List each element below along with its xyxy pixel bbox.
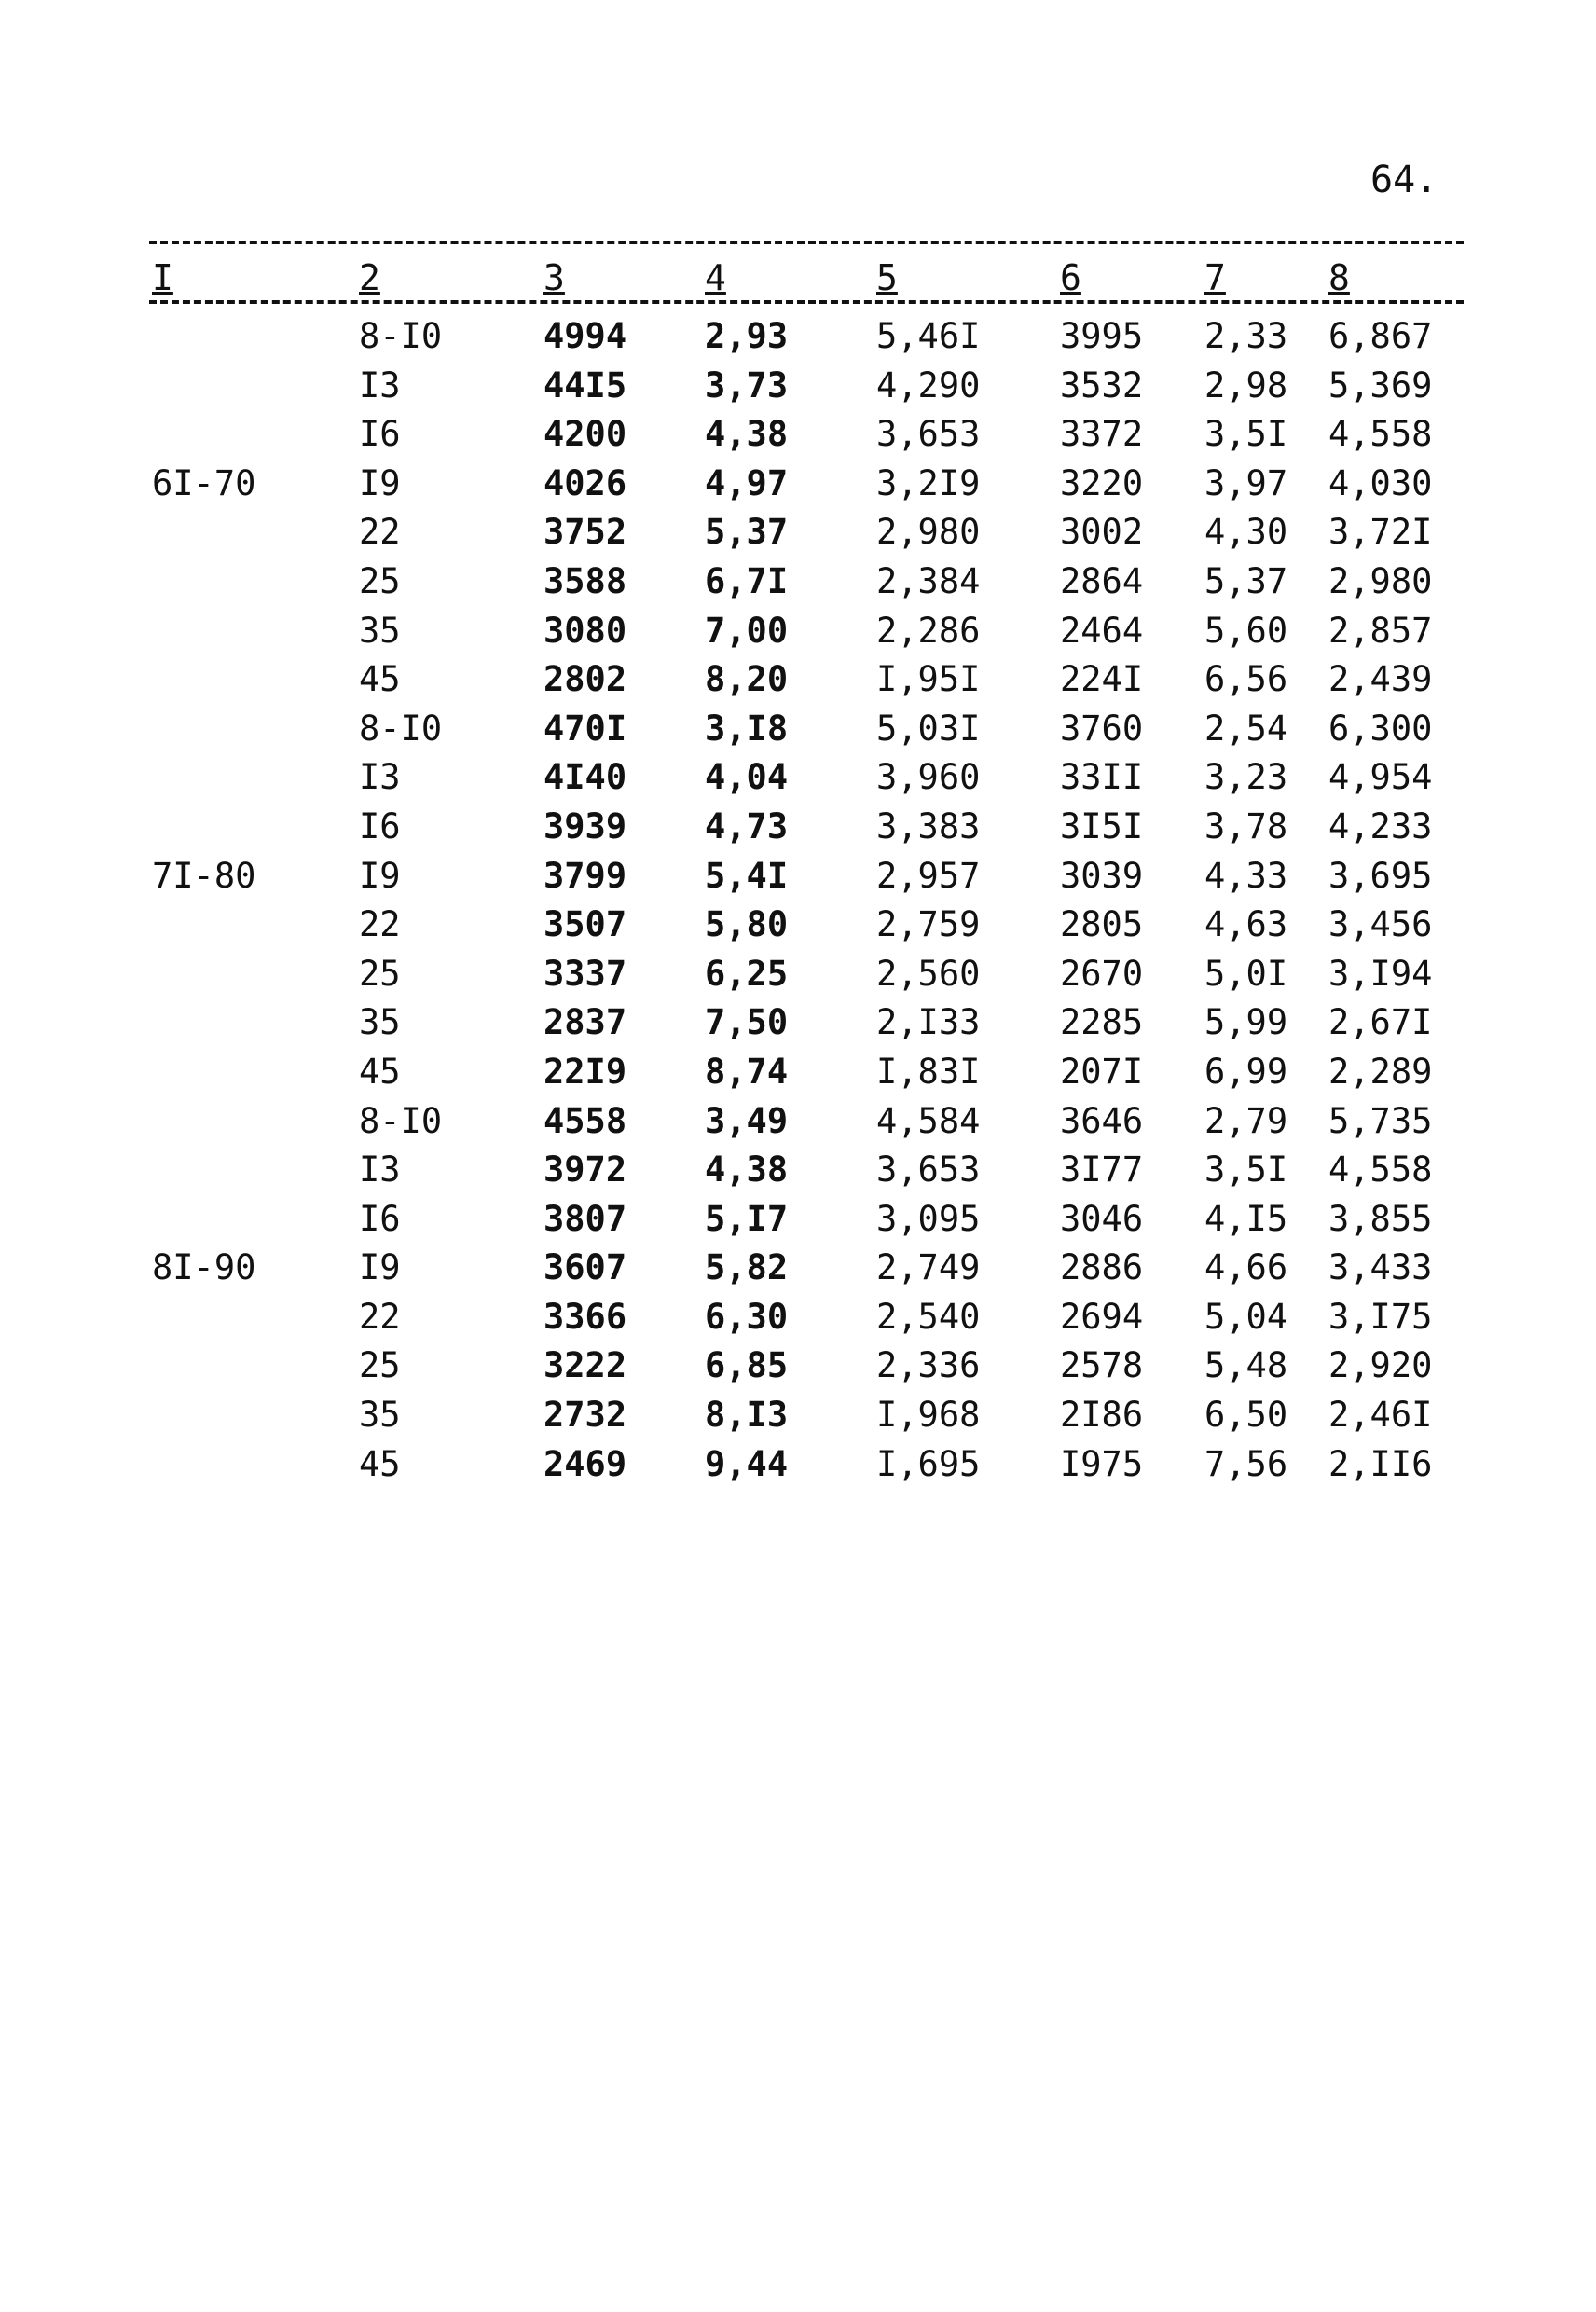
col-4-value: 6,30	[705, 1296, 789, 1337]
subgroup: 25	[359, 1345, 401, 1386]
col-4-value: 4,73	[705, 805, 789, 846]
col-7-value: 3,23	[1204, 757, 1288, 798]
col-6-value: 2886	[1060, 1247, 1144, 1288]
col-5-value: 5,03I	[876, 708, 981, 749]
col-6-value: 2694	[1060, 1296, 1144, 1337]
col-7-value: 4,30	[1204, 512, 1288, 553]
col-4-value: 5,37	[705, 512, 789, 553]
col-5-value: 4,290	[876, 365, 981, 406]
table-row	[0, 556, 1596, 605]
col-5-value: I,695	[876, 1443, 981, 1484]
header-col-5: 5	[876, 257, 898, 298]
table-row	[0, 654, 1596, 703]
col-5-value: I,95I	[876, 659, 981, 700]
col-3-value: 2469	[543, 1443, 627, 1484]
col-8-value: 3,I94	[1328, 953, 1433, 994]
col-8-value: 3,72I	[1328, 512, 1433, 553]
col-8-value: 2,857	[1328, 610, 1433, 651]
col-7-value: 5,48	[1204, 1345, 1288, 1386]
col-5-value: I,83I	[876, 1051, 981, 1092]
col-8-value: 4,233	[1328, 805, 1433, 846]
col-5-value: 5,46I	[876, 316, 981, 356]
col-6-value: 3I5I	[1060, 805, 1144, 846]
table-row	[0, 360, 1596, 409]
col-7-value: 2,33	[1204, 316, 1288, 356]
col-3-value: 4I40	[543, 757, 627, 798]
col-4-value: 3,49	[705, 1100, 789, 1141]
subgroup: I3	[359, 365, 401, 406]
col-3-value: 3366	[543, 1296, 627, 1337]
table-row	[0, 1242, 1596, 1291]
col-5-value: 4,584	[876, 1100, 981, 1141]
col-4-value: 3,I8	[705, 708, 789, 749]
col-5-value: 2,384	[876, 560, 981, 601]
col-4-value: 6,25	[705, 953, 789, 994]
subgroup: 25	[359, 953, 401, 994]
col-8-value: 2,289	[1328, 1051, 1433, 1092]
col-4-value: 4,38	[705, 1149, 789, 1190]
col-4-value: 8,I3	[705, 1395, 789, 1436]
table-row	[0, 408, 1596, 458]
col-8-value: 3,855	[1328, 1198, 1433, 1239]
table-row	[0, 506, 1596, 556]
subgroup: 8-I0	[359, 316, 443, 356]
col-6-value: 2464	[1060, 610, 1144, 651]
col-3-value: 3939	[543, 805, 627, 846]
subgroup: I9	[359, 1247, 401, 1288]
col-3-value: 4994	[543, 316, 627, 356]
col-7-value: 4,66	[1204, 1247, 1288, 1288]
col-6-value: 207I	[1060, 1051, 1144, 1092]
col-5-value: 3,653	[876, 414, 981, 455]
col-3-value: 3507	[543, 904, 627, 945]
col-4-value: 5,4I	[705, 855, 789, 896]
subgroup: 35	[359, 1395, 401, 1436]
col-6-value: 3220	[1060, 462, 1144, 503]
subgroup: I6	[359, 805, 401, 846]
subgroup: 25	[359, 560, 401, 601]
subgroup: 45	[359, 1051, 401, 1092]
col-3-value: 3080	[543, 610, 627, 651]
col-5-value: 2,I33	[876, 1002, 981, 1043]
col-7-value: 2,79	[1204, 1100, 1288, 1141]
col-5-value: 2,749	[876, 1247, 981, 1288]
col-4-value: 5,I7	[705, 1198, 789, 1239]
col-4-value: 4,38	[705, 414, 789, 455]
col-4-value: 7,50	[705, 1002, 789, 1043]
col-7-value: 6,56	[1204, 659, 1288, 700]
table-row	[0, 801, 1596, 850]
col-5-value: 2,560	[876, 953, 981, 994]
col-4-value: 2,93	[705, 316, 789, 356]
col-6-value: 3372	[1060, 414, 1144, 455]
subgroup: 8-I0	[359, 708, 443, 749]
table-header	[0, 257, 1596, 298]
col-7-value: 3,78	[1204, 805, 1288, 846]
header-col-4: 4	[705, 257, 726, 298]
col-8-value: 3,695	[1328, 855, 1433, 896]
subgroup: 45	[359, 1443, 401, 1484]
table-row	[0, 1438, 1596, 1488]
col-7-value: 3,97	[1204, 462, 1288, 503]
col-6-value: 3760	[1060, 708, 1144, 749]
subgroup: 22	[359, 904, 401, 945]
col-5-value: 3,653	[876, 1149, 981, 1190]
col-7-value: 4,I5	[1204, 1198, 1288, 1239]
col-3-value: 4026	[543, 462, 627, 503]
col-6-value: 2578	[1060, 1345, 1144, 1386]
col-6-value: 2670	[1060, 953, 1144, 994]
col-8-value: 3,433	[1328, 1247, 1433, 1288]
col-6-value: 3002	[1060, 512, 1144, 553]
col-4-value: 6,85	[705, 1345, 789, 1386]
col-6-value: 224I	[1060, 659, 1144, 700]
subgroup: 45	[359, 659, 401, 700]
header-col-1: I	[152, 257, 173, 298]
subgroup: I9	[359, 462, 401, 503]
table-row	[0, 1095, 1596, 1145]
col-3-value: 3807	[543, 1198, 627, 1239]
col-6-value: 3039	[1060, 855, 1144, 896]
col-6-value: 3646	[1060, 1100, 1144, 1141]
col-4-value: 5,82	[705, 1247, 789, 1288]
col-4-value: 4,04	[705, 757, 789, 798]
table-row	[0, 850, 1596, 900]
col-5-value: 2,286	[876, 610, 981, 651]
col-5-value: 2,759	[876, 904, 981, 945]
col-5-value: 2,540	[876, 1296, 981, 1337]
col-7-value: 5,0I	[1204, 953, 1288, 994]
subgroup: 8-I0	[359, 1100, 443, 1141]
col-7-value: 3,5I	[1204, 414, 1288, 455]
subgroup: I6	[359, 1198, 401, 1239]
col-8-value: 2,II6	[1328, 1443, 1433, 1484]
subgroup: I3	[359, 757, 401, 798]
col-4-value: 8,74	[705, 1051, 789, 1092]
col-6-value: 3I77	[1060, 1149, 1144, 1190]
table-row	[0, 997, 1596, 1046]
group-range: 7I-80	[152, 855, 256, 896]
table-row	[0, 1340, 1596, 1389]
col-3-value: 3607	[543, 1247, 627, 1288]
col-4-value: 4,97	[705, 462, 789, 503]
col-8-value: 2,439	[1328, 659, 1433, 700]
col-7-value: 7,56	[1204, 1443, 1288, 1484]
col-4-value: 6,7I	[705, 560, 789, 601]
col-7-value: 4,63	[1204, 904, 1288, 945]
col-6-value: 3995	[1060, 316, 1144, 356]
col-8-value: 4,558	[1328, 414, 1433, 455]
col-8-value: 4,558	[1328, 1149, 1433, 1190]
table-row	[0, 899, 1596, 948]
col-5-value: 3,095	[876, 1198, 981, 1239]
col-8-value: 4,030	[1328, 462, 1433, 503]
col-6-value: 3046	[1060, 1198, 1144, 1239]
col-5-value: 2,336	[876, 1345, 981, 1386]
col-8-value: 3,456	[1328, 904, 1433, 945]
subgroup: 22	[359, 1296, 401, 1337]
col-3-value: 4200	[543, 414, 627, 455]
col-3-value: 22I9	[543, 1051, 627, 1092]
col-8-value: 6,300	[1328, 708, 1433, 749]
col-6-value: 3532	[1060, 365, 1144, 406]
col-7-value: 3,5I	[1204, 1149, 1288, 1190]
col-6-value: I975	[1060, 1443, 1144, 1484]
col-7-value: 5,04	[1204, 1296, 1288, 1337]
data-table	[0, 310, 1596, 1487]
col-6-value: 2I86	[1060, 1395, 1144, 1436]
col-3-value: 2802	[543, 659, 627, 700]
col-7-value: 5,99	[1204, 1002, 1288, 1043]
subgroup: 22	[359, 512, 401, 553]
col-4-value: 8,20	[705, 659, 789, 700]
col-7-value: 5,37	[1204, 560, 1288, 601]
col-7-value: 6,99	[1204, 1051, 1288, 1092]
subgroup: 35	[359, 1002, 401, 1043]
col-4-value: 3,73	[705, 365, 789, 406]
col-3-value: 3799	[543, 855, 627, 896]
col-3-value: 3337	[543, 953, 627, 994]
col-5-value: 3,2I9	[876, 462, 981, 503]
table-row	[0, 1389, 1596, 1438]
header-col-6: 6	[1060, 257, 1081, 298]
col-8-value: 2,980	[1328, 560, 1433, 601]
table-row	[0, 751, 1596, 801]
subgroup: 35	[359, 610, 401, 651]
col-4-value: 7,00	[705, 610, 789, 651]
header-col-8: 8	[1328, 257, 1350, 298]
col-3-value: 3752	[543, 512, 627, 553]
col-5-value: 2,980	[876, 512, 981, 553]
col-4-value: 9,44	[705, 1443, 789, 1484]
table-row	[0, 458, 1596, 507]
header-col-7: 7	[1204, 257, 1226, 298]
table-row	[0, 1193, 1596, 1243]
col-5-value: 2,957	[876, 855, 981, 896]
top-dashed-rule	[149, 241, 1464, 244]
page-number: 64.	[1370, 158, 1438, 201]
col-8-value: 2,920	[1328, 1345, 1433, 1386]
col-8-value: 5,369	[1328, 365, 1433, 406]
col-3-value: 4558	[543, 1100, 627, 1141]
col-3-value: 44I5	[543, 365, 627, 406]
group-range: 6I-70	[152, 462, 256, 503]
subgroup: I9	[359, 855, 401, 896]
table-row	[0, 703, 1596, 752]
col-7-value: 5,60	[1204, 610, 1288, 651]
table-row	[0, 1144, 1596, 1193]
col-3-value: 3972	[543, 1149, 627, 1190]
col-5-value: 3,383	[876, 805, 981, 846]
col-7-value: 2,54	[1204, 708, 1288, 749]
table-row	[0, 310, 1596, 360]
col-6-value: 2864	[1060, 560, 1144, 601]
header-col-3: 3	[543, 257, 565, 298]
subgroup: I3	[359, 1149, 401, 1190]
col-7-value: 6,50	[1204, 1395, 1288, 1436]
col-5-value: 3,960	[876, 757, 981, 798]
table-row	[0, 1046, 1596, 1095]
table-row	[0, 605, 1596, 654]
col-3-value: 3222	[543, 1345, 627, 1386]
table-row	[0, 948, 1596, 998]
col-5-value: I,968	[876, 1395, 981, 1436]
col-8-value: 2,67I	[1328, 1002, 1433, 1043]
col-6-value: 33II	[1060, 757, 1144, 798]
col-3-value: 470I	[543, 708, 627, 749]
col-4-value: 5,80	[705, 904, 789, 945]
col-3-value: 2837	[543, 1002, 627, 1043]
col-3-value: 2732	[543, 1395, 627, 1436]
header-col-2: 2	[359, 257, 380, 298]
col-3-value: 3588	[543, 560, 627, 601]
col-6-value: 2805	[1060, 904, 1144, 945]
col-8-value: 3,I75	[1328, 1296, 1433, 1337]
col-7-value: 2,98	[1204, 365, 1288, 406]
subgroup: I6	[359, 414, 401, 455]
col-8-value: 4,954	[1328, 757, 1433, 798]
col-8-value: 6,867	[1328, 316, 1433, 356]
header-dashed-rule	[149, 300, 1464, 304]
col-6-value: 2285	[1060, 1002, 1144, 1043]
group-range: 8I-90	[152, 1247, 256, 1288]
col-7-value: 4,33	[1204, 855, 1288, 896]
col-8-value: 2,46I	[1328, 1395, 1433, 1436]
col-8-value: 5,735	[1328, 1100, 1433, 1141]
table-row	[0, 1291, 1596, 1341]
